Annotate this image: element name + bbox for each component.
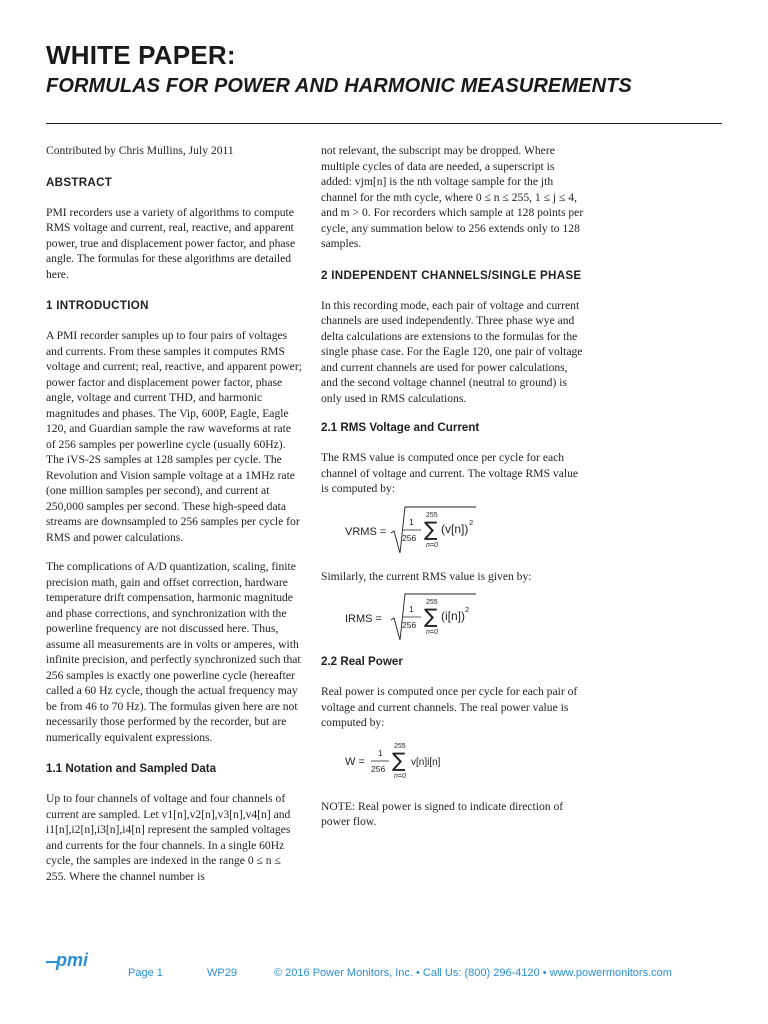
irms-exponent: 2 (465, 605, 470, 614)
vrms-exponent: 2 (469, 517, 474, 527)
intro-paragraph-2: The complications of A/D quantization, scaling, finite precision math, gain and offset correction, hardware temperature drift compensation, harmonic magnitude and phase corrections, and synchronization with the powerline frequency are not discussed here. Thus, assume all measurements are in volts or amperes, with infinite precision, and perfectly synchronized such that 256 samples is exactly one powerline cycle (hereafter called a 60 Hz cycle, though the actual frequency may be from 46 to 70 Hz). The formulas given here are not necessarily those performed by the recorder, but are numerically equivalent expressions. (46, 560, 301, 744)
independent-channels-paragraph: In this recording mode, each pair of voltage and current channels are used independently. Three phase wye and delta calculations are extensions to the formulas for the single phase case. For the Eagle 120, one pair of voltage and current channels are used for power calculations, and the second voltage channel (neutral to ground) is only used in RMS calculations. (321, 298, 583, 405)
irms-frac-den: 256 (402, 620, 417, 630)
independent-channels-heading: 2 INDEPENDENT CHANNELS/SINGLE PHASE (321, 268, 582, 282)
irms-equation (321, 590, 584, 646)
w-term: v[n]i[n] (411, 756, 441, 768)
intro-paragraph-1: A PMI recorder samples up to four pairs of voltages and currents. From these samples it computes RMS voltage and current; real, reactive, and apparent power; power factor and displacement power factor, phase angle, voltage and current THD, and harmonic magnitudes and phases. The Vip, 600P, Eagle, Eagle 120, and Guardian sample the raw waveforms at rate of 256 samples per powerline cycle (usually 60Hz). The iVS-2S samples at 128 samples per cycle. The Revolution and Vision sample voltage at a 1MHz rate (one million samples per second), and current at 250,000 samples per second. These high-speed data streams are downsampled to 256 samples per cycle for RMS and power calculations. (46, 329, 302, 544)
vrms-sum-lower: n=0 (426, 541, 438, 549)
irms-term: (i[n]) (441, 609, 465, 623)
intro-heading: 1 INTRODUCTION (46, 299, 149, 312)
irms-sum-upper: 255 (426, 599, 438, 606)
real-power-heading: 2.2 Real Power (321, 655, 403, 668)
page-footer (0, 958, 768, 988)
abstract-text: PMI recorders use a variety of algorithms to compute RMS voltage and current, real, reactive, and apparent power, true and displacement power factor, and phase angle. The formulas for these algorithms are detailed here. (46, 205, 296, 281)
continued-paragraph: not relevant, the subscript may be dropped. Where multiple cycles of data are needed, a superscript is added: vjm[n] is the nth voltage sample for the jth channel for the mth cycle, where 0 ≤ n ≤ 255, 1 ≤ j ≤ 4, and m > 0. For recorders which sample at 128 points per cycle, any summation below to 256 extends only to 128 samples. (321, 144, 584, 250)
rms-heading: 2.1 RMS Voltage and Current (321, 421, 480, 434)
rms-paragraph: The RMS value is computed once per cycle for each channel of voltage and current. The voltage RMS value is computed by: (321, 451, 579, 495)
vrms-frac-num: 1 (409, 516, 414, 527)
notation-paragraph: Up to four channels of voltage and four channels of current are sampled. Let v1[n],v2[n],v3[n],v4[n] and i1[n],i2[n],i3[n],i4[n] represent the sampled voltages and currents for the four channels. In a single 60Hz cycle, the samples are indexed in the range 0 ≤ n ≤ 255. Where the channel number is (46, 792, 291, 883)
left-column (46, 143, 302, 884)
right-column (321, 143, 584, 830)
w-sum-lower: n=0 (394, 772, 406, 780)
w-frac-num: 1 (378, 747, 383, 758)
irms-formula (321, 590, 584, 646)
vrms-sigma: ∑ (424, 516, 438, 541)
w-equation (321, 737, 584, 789)
byline: Contributed by Chris Mullins, July 2011 (46, 144, 234, 157)
real-power-note: NOTE: Real power is signed to indicate direction of power flow. (321, 799, 564, 828)
w-frac-den: 256 (371, 763, 386, 774)
w-sum-upper: 255 (394, 742, 406, 750)
abstract-heading: ABSTRACT (46, 175, 113, 189)
page-subtitle: FORMULAS FOR POWER AND HARMONIC MEASUREMENTS (46, 75, 632, 97)
irms-sum-lower: n=0 (426, 629, 438, 636)
w-label: W = (345, 755, 365, 768)
footer-page: Page 1 (128, 967, 163, 979)
header-rule (46, 123, 722, 124)
w-sigma: ∑ (392, 747, 406, 772)
notation-heading: 1.1 Notation and Sampled Data (46, 762, 217, 775)
vrms-formula (321, 503, 584, 559)
page-title: WHITE PAPER: (46, 40, 236, 70)
w-formula (321, 737, 584, 789)
vrms-frac-den: 256 (402, 532, 417, 543)
vrms-term: (v[n]) (441, 521, 469, 536)
vrms-label: VRMS = (345, 525, 387, 538)
vrms-sum-upper: 255 (426, 511, 438, 519)
vrms-equation (321, 503, 584, 559)
irms-label: IRMS = (345, 613, 382, 625)
footer-code: WP29 (207, 967, 237, 979)
irms-frac-num: 1 (409, 604, 414, 614)
footer-info: © 2016 Power Monitors, Inc. • Call Us: (800) 296-4120 • www.powermonitors.com (274, 967, 672, 979)
irms-intro: Similarly, the current RMS value is given by: (321, 569, 532, 583)
real-power-paragraph: Real power is computed once per cycle for each pair of voltage and current channels. The real power value is computed by: (321, 685, 578, 729)
irms-sigma: ∑ (424, 604, 438, 628)
logo-text: pmi (56, 950, 89, 970)
